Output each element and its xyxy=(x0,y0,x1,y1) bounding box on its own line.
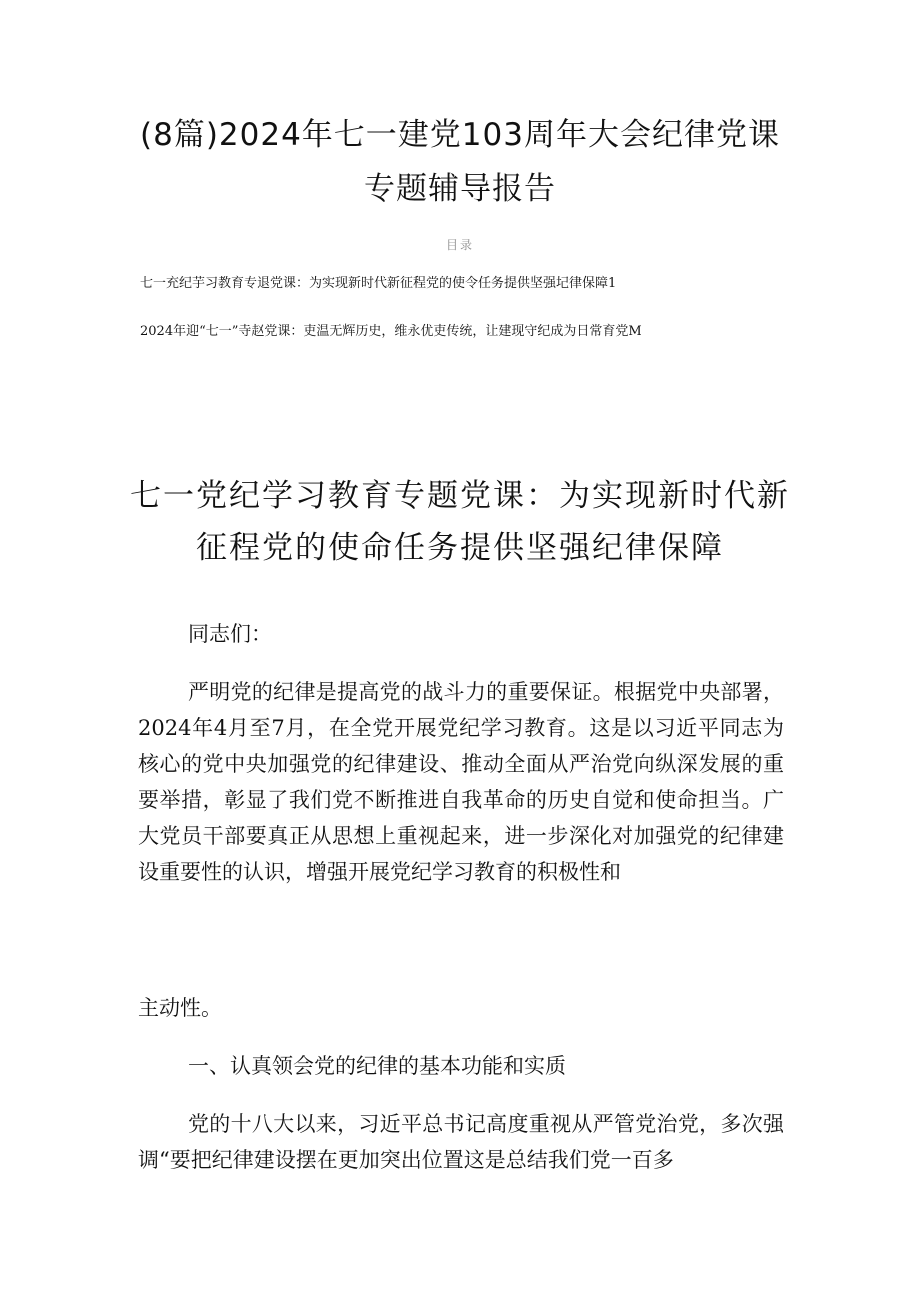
greeting-paragraph: 同志们： xyxy=(188,622,272,646)
document-title: (8篇)2024年七一建党103周年大会纪律党课专题辅导报告 xyxy=(140,117,780,207)
subheading-1: 一、认真领会党的纪律的基本功能和实质 xyxy=(188,1054,566,1078)
body-paragraph-1: 严明党的纪律是提高党的战斗力的重要保证。根据党中央部署，2024年4月至7月，在全党开展党纪学习教育。这是以习近平同志为核心的党中央加强党的纪律建设、推动全面从严治党向纵深发展的重要举措，彰显了我们党不断推进自我革命的历史自觉和使命担当。广大党员干部要真正从思想上重视起来，进一步深化对加强党的纪律建设重要性的认识，增强开展党纪学习教育的积极性和 xyxy=(138,680,784,884)
body-paragraph-2: 党的十八大以来，习近平总书记高度重视从严管党治党，多次强调“要把纪律建设摆在更加突出位置这是总结我们党一百多 xyxy=(138,1112,784,1172)
toc-item-2[interactable]: 2024年迎“七一”寺赵党课：吏温无辉历史，维永优吏传统，让建现守纪成为日常育党M xyxy=(140,324,642,339)
body-paragraph-continuation: 主动性。 xyxy=(138,996,222,1020)
toc-heading: 目录 xyxy=(445,238,474,252)
section-title: 七一党纪学习教育专题党课：为实现新时代新征程党的使命任务提供坚强纪律保障 xyxy=(130,478,790,566)
toc-item-1[interactable]: 七一充纪芋习教育专退党课：为实现新时代新征程党的使令任务提供坚强圮律保障1 xyxy=(140,276,617,291)
